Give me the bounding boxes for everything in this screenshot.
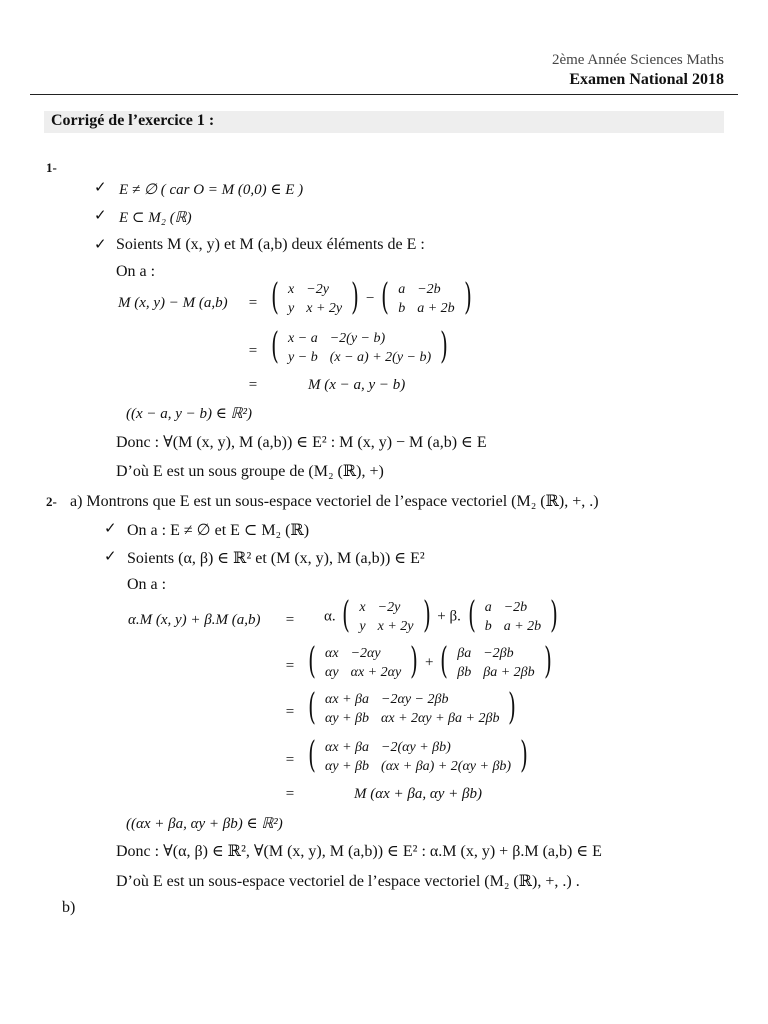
matrix-combined-1: [268, 326, 451, 367]
matrix-cell: −2b: [503, 600, 528, 615]
matrix-cell: y − b: [288, 350, 318, 365]
part-a-statement: a) Montrons que E est un sous-espace vectoriel de l’espace vectoriel (M₂ (ℝ), +, .): [70, 493, 599, 510]
plus-sign: +: [424, 654, 434, 671]
matrix-cell: αy + βb: [325, 759, 370, 774]
banner-title: Corrigé de l’exercice 1 :: [51, 112, 215, 129]
matrix-cell: −2αy − 2βb: [381, 692, 449, 707]
matrix-cell: −2βb: [483, 646, 514, 661]
matrix-cell: βa + 2βb: [483, 665, 535, 680]
matrix-cell: x − a: [288, 331, 318, 346]
lhs-linear-combination: α.M (x, y) + β.M (a,b): [128, 612, 261, 628]
matrix: ( αx −2αy αy αx + 2αy ): [308, 641, 419, 682]
matrix-cell: αx: [325, 646, 339, 661]
matrix-cell: αy + βb: [325, 711, 370, 726]
matrix-cell: (x − a) + 2(y − b): [329, 350, 432, 365]
matrix-cell: −2αy: [350, 646, 381, 661]
matrix-cell: b: [484, 619, 492, 634]
matrix-cell: βa: [457, 646, 472, 661]
line-on-a-3: On a :: [127, 576, 167, 593]
matrix-cell: αy: [325, 665, 339, 680]
check-icon: ✓: [104, 547, 117, 565]
line-subset: E ⊂ M₂ (ℝ): [119, 210, 192, 226]
matrix: ( x − a −2(y − b) y − b (x − a) + 2(y − b) ): [271, 326, 449, 367]
matrix-cell: x: [288, 282, 295, 297]
matrix-cell: −2(y − b): [329, 331, 386, 346]
lhs-difference: M (x, y) − M (a,b): [118, 295, 228, 311]
line-on-a: On a :: [116, 263, 156, 280]
matrix-cell: αx + 2αy: [350, 665, 402, 680]
matrix: ( αx + βa −2αy − 2βb αy + βb αx + 2αy + βa + 2βb ): [308, 687, 517, 728]
matrix-cell: βb: [457, 665, 472, 680]
part-b-label: b): [62, 899, 76, 916]
conclusion-donc-1: Donc : ∀(M (x, y), M (a,b)) ∈ E² : M (x, y) − M (a,b) ∈ E: [116, 434, 487, 451]
header-rule: [30, 94, 738, 95]
matrix-cell: −2y: [377, 600, 401, 615]
line-nonempty: E ≠ ∅ ( car O = M (0,0) ∈ E ): [119, 182, 304, 198]
note-r2-2: ((αx + βa, αy + βb) ∈ ℝ²): [126, 816, 283, 832]
note-r2-1: ((x − a, y − b) ∈ ℝ²): [126, 406, 253, 422]
matrix-cell: a: [484, 600, 492, 615]
result-matrix-2: M (αx + βa, αy + βb): [354, 786, 482, 802]
header-title: Examen National 2018: [569, 71, 724, 88]
equals-sign: =: [248, 295, 258, 311]
matrix-cell: b: [398, 301, 406, 316]
matrix-cell: a + 2b: [503, 619, 542, 634]
equals-sign: =: [248, 343, 258, 359]
matrix-cell: x: [359, 600, 366, 615]
equals-sign: =: [285, 612, 295, 628]
header-subtitle: 2ème Année Sciences Maths: [551, 52, 724, 68]
matrix-cell: −2y: [306, 282, 329, 297]
matrix-factored: [305, 735, 531, 776]
matrix-scaled-pair: [324, 595, 561, 636]
matrix-pair-1: [268, 277, 475, 318]
equals-sign: =: [248, 377, 258, 393]
result-matrix-1: M (x − a, y − b): [308, 377, 406, 393]
minus-sign: −: [365, 290, 375, 307]
question-number-2: 2-: [46, 494, 57, 509]
question-number-1: 1-: [46, 160, 57, 175]
line-soients-2: Soients (α, β) ∈ ℝ² et (M (x, y), M (a,b)) ∈ E²: [127, 550, 425, 567]
matrix-cell: x + 2y: [377, 619, 414, 634]
check-icon: ✓: [94, 235, 107, 253]
matrix: ( a −2b b a + 2b ): [381, 277, 472, 318]
equals-sign: =: [285, 658, 295, 674]
matrix-cell: y: [359, 619, 366, 634]
equals-sign: =: [285, 786, 295, 802]
matrix-cell: −2b: [417, 282, 441, 297]
line-soient: Soients M (x, y) et M (a,b) deux éléments de E :: [116, 236, 425, 253]
check-icon: ✓: [104, 519, 117, 537]
matrix: ( x −2y y x + 2y ): [271, 277, 360, 318]
matrix: ( a −2b b a + 2b ): [467, 595, 559, 636]
matrix: ( x −2y y x + 2y ): [342, 595, 431, 636]
matrix-sum: [305, 687, 520, 728]
conclusion-donc-2: Donc : ∀(α, β) ∈ ℝ², ∀(M (x, y), M (a,b)) ∈ E² : α.M (x, y) + β.M (a,b) ∈ E: [116, 843, 602, 860]
conclusion-dou-1: D’où E est un sous groupe de (M₂ (ℝ), +): [116, 463, 384, 480]
matrix-cell: a: [398, 282, 406, 297]
check-icon: ✓: [94, 178, 107, 196]
beta-coef: + β.: [437, 608, 461, 625]
alpha-coef: α.: [324, 608, 336, 625]
matrix: ( αx + βa −2(αy + βb) αy + βb (αx + βa) + 2(αy + βb) ): [308, 735, 528, 776]
matrix: ( βa −2βb βb βa + 2βb ): [440, 641, 552, 682]
conclusion-dou-2: D’où E est un sous-espace vectoriel de l’espace vectoriel (M₂ (ℝ), +, .) .: [116, 873, 580, 890]
matrix-cell: y: [288, 301, 295, 316]
line-on-a-2: On a : E ≠ ∅ et E ⊂ M₂ (ℝ): [127, 522, 310, 539]
check-icon: ✓: [94, 206, 107, 224]
matrix-cell: −2(αy + βb): [381, 740, 451, 755]
matrix-cell: (αx + βa) + 2(αy + βb): [381, 759, 512, 774]
matrix-cell: αx + βa: [325, 692, 370, 707]
matrix-pair-2: [305, 641, 555, 682]
matrix-cell: αx + βa: [325, 740, 370, 755]
matrix-cell: a + 2b: [417, 301, 455, 316]
matrix-cell: αx + 2αy + βa + 2βb: [381, 711, 500, 726]
matrix-cell: x + 2y: [306, 301, 343, 316]
equals-sign: =: [285, 704, 295, 720]
section-banner: [44, 111, 724, 133]
equals-sign: =: [285, 752, 295, 768]
